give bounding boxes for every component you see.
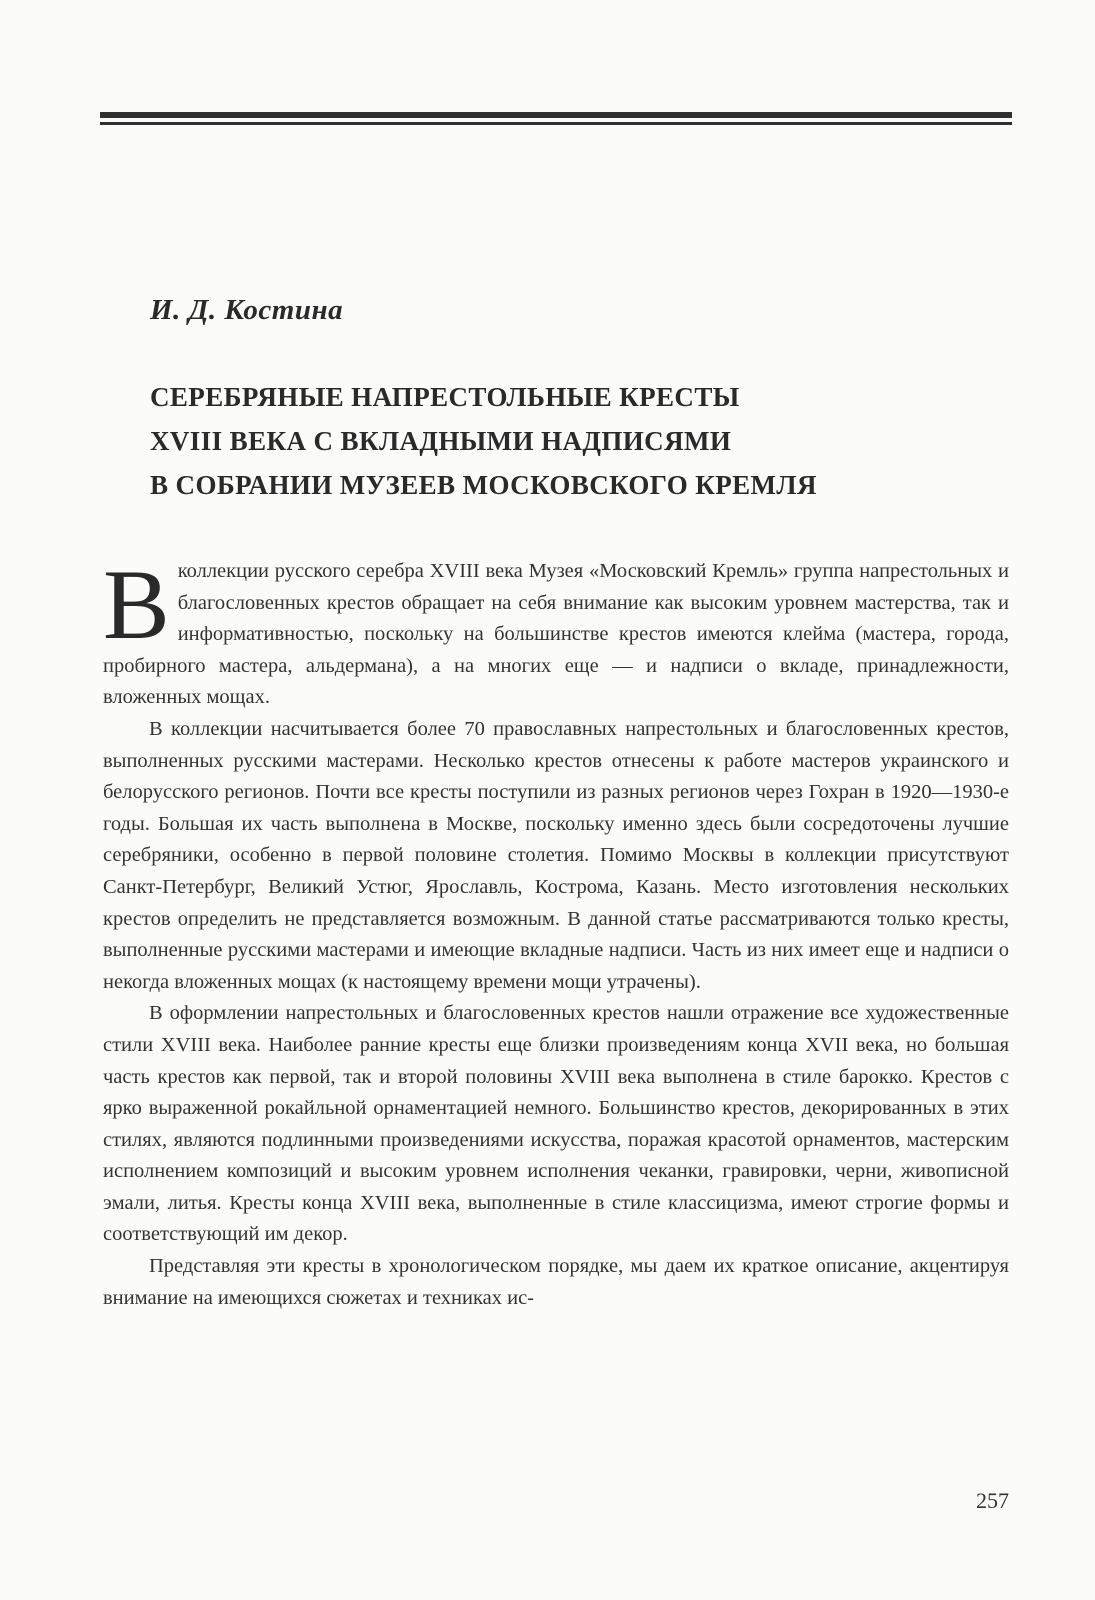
drop-cap: В bbox=[103, 549, 170, 660]
article-body bbox=[103, 549, 1009, 1314]
header-rule-thick bbox=[100, 112, 1012, 118]
header-rule-thin bbox=[100, 122, 1012, 125]
author-name: И. Д. Костина bbox=[150, 294, 344, 326]
paragraph-2: В коллекции насчитывается более 70 православных напрестольных и благословенных крестов, выполненных русскими мастерами. Несколько крестов отнесены к работе мастеров украинского и белорусского регионов. Почти все кресты поступили из разных регионов через Гохран в 1920—1930-е годы. Большая их часть выполнена в Москве, поскольку именно здесь были сосредоточены лучшие серебряники, особенно в первой половине столетия. Помимо Москвы в коллекции присутствуют Санкт-Петербург, Великий Устюг, Ярославль, Кострома, Казань. Место изготовления нескольких крестов определить не представляется возможным. В данной статье рассматриваются только кресты, выполненные русскими мастерами и имеющие вкладные надписи. Часть из них имеет еще и надписи о некогда вложенных мощах (к настоящему времени мощи утрачены). bbox=[103, 717, 1009, 993]
paragraph-1-text: коллекции русского серебра XVIII века Музея «Московский Кремль» группа напрестольных и благословенных крестов обращает на себя внимание как высоким уровнем мастерства, так и информативностью, поскольку на большинстве крестов имеются клейма (мастера, города, пробирного мастера, альдермана), а на многих еще — и надписи о вкладе, принадлежности, вложенных мощах. bbox=[103, 560, 1009, 709]
title-line: СЕРЕБРЯНЫЕ НАПРЕСТОЛЬНЫЕ КРЕСТЫ bbox=[150, 382, 740, 412]
title-line: В СОБРАНИИ МУЗЕЕВ МОСКОВСКОГО КРЕМЛЯ bbox=[150, 470, 817, 500]
article-title bbox=[150, 375, 1010, 507]
paragraph-3: В оформлении напрестольных и благословенных крестов нашли отражение все художественные стили XVIII века. Наиболее ранние кресты еще близки произведениям конца XVII века, но большая часть крестов как первой, так и второй половины XVIII века выполнена в стиле барокко. Крестов с ярко выраженной рокайльной орнаментацией немного. Большинство крестов, декорированных в этих стилях, являются подлинными произведениями искусства, поражая красотой орнаментов, мастерским исполнением композиций и высоким уровнем исполнения чеканки, гравировки, черни, живописной эмали, литья. Кресты конца XVIII века, выполненные в стиле классицизма, имеют строгие формы и соответствующий им декор. bbox=[103, 1002, 1009, 1246]
page-number: 257 bbox=[976, 1488, 1009, 1513]
paragraph-1 bbox=[103, 549, 1009, 714]
paragraph-4: Представляя эти кресты в хронологическом порядке, мы даем их краткое описание, акцентируя внимание на имеющихся сюжетах и техниках ис- bbox=[103, 1255, 1009, 1309]
title-line: XVIII ВЕКА С ВКЛАДНЫМИ НАДПИСЯМИ bbox=[150, 426, 732, 456]
